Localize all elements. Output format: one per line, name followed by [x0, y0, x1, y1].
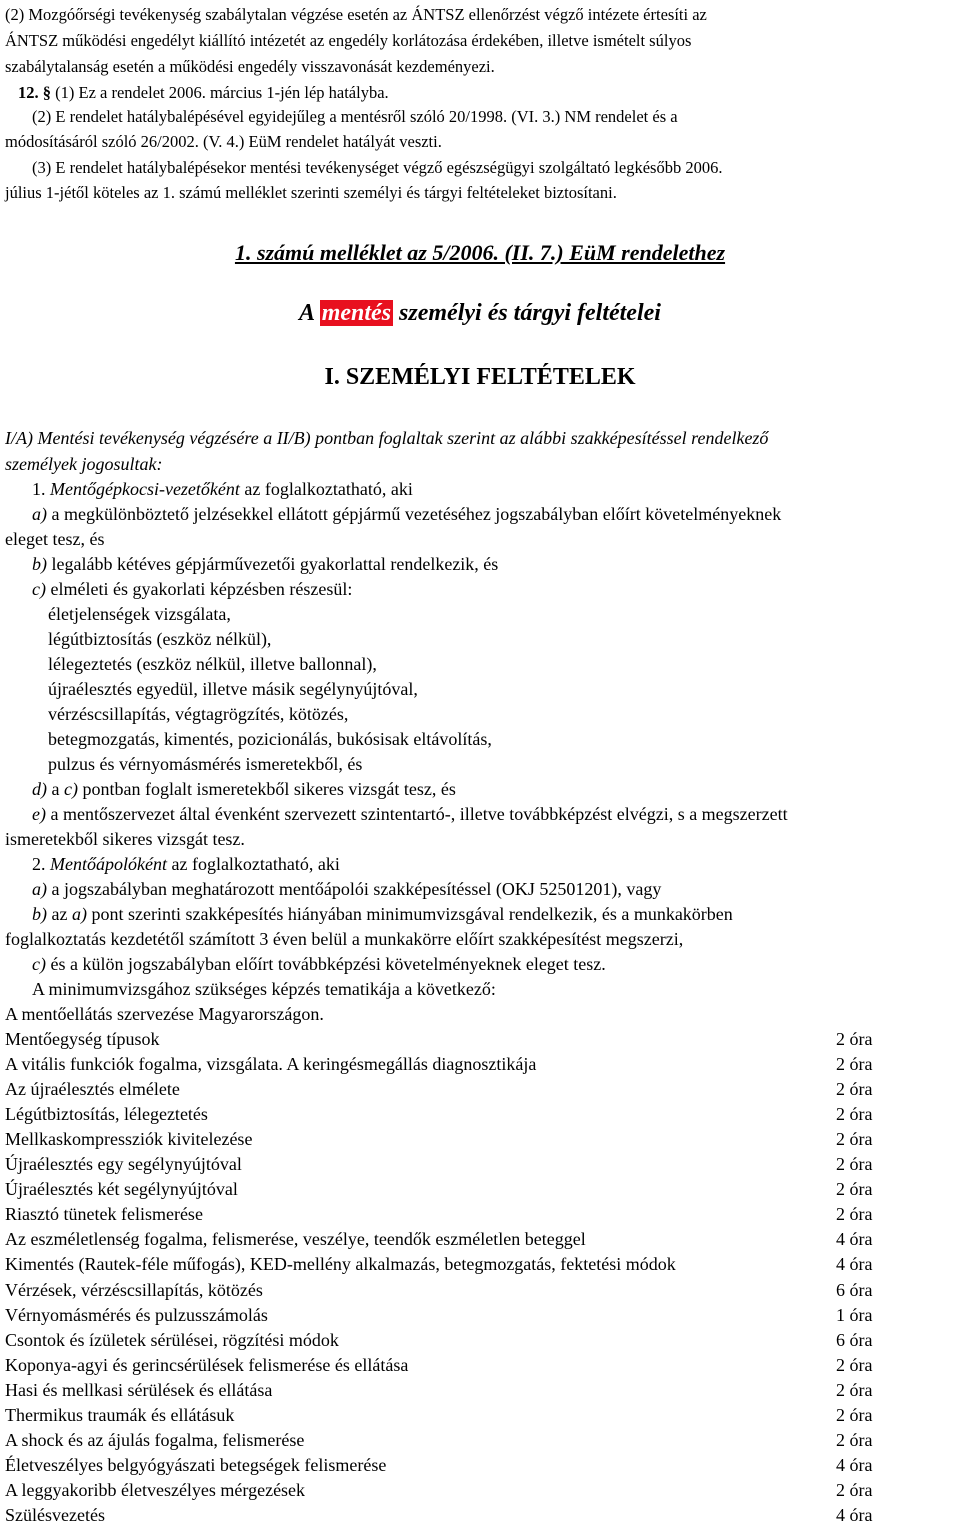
list-item: lélegeztetés (eszköz nélkül, illetve ballonnal),	[48, 654, 377, 674]
curriculum-hours: 6 óra	[836, 1280, 873, 1300]
curriculum-hours: 4 óra	[836, 1229, 873, 1249]
paragraph-line: (2) Mozgóőrségi tevékenység szabálytalan végzése esetén az ÁNTSZ ellenőrzést végző intézete értesíti az	[5, 5, 707, 24]
clause-text: pontban foglalt ismeretekből sikeres vizsgát tesz, és	[82, 779, 456, 799]
section-12-line	[5, 83, 389, 103]
paragraph-line: ÁNTSZ működési engedélyt kiállító intézetét az engedély korlátozása érdekében, illetve ismételt súlyos	[5, 31, 692, 50]
clause-text: és a külön jogszabályban előírt továbbképzési követelményeknek eleget tesz.	[50, 954, 606, 974]
paragraph-line: eleget tesz, és	[5, 529, 105, 549]
clause-text: legalább kétéves gépjárművezetői gyakorlattal rendelkezik, és	[51, 554, 499, 574]
curriculum-topic: Szülésvezetés	[5, 1505, 105, 1525]
curriculum-topic: Légútbiztosítás, lélegeztetés	[5, 1104, 208, 1124]
curriculum-hours: 4 óra	[836, 1505, 873, 1525]
curriculum-hours: 2 óra	[836, 1054, 873, 1074]
section-heading: I. SZEMÉLYI FELTÉTELEK	[324, 364, 636, 390]
list-item: pulzus és vérnyomásmérés ismeretekből, és	[48, 754, 363, 774]
clause-mark: a)	[32, 504, 47, 524]
annex-subtitle	[0, 300, 960, 327]
section-number: 12.	[18, 83, 39, 102]
curriculum-topic: Vérnyomásmérés és pulzusszámolás	[5, 1305, 268, 1325]
role-name: Mentőápolóként	[50, 854, 167, 874]
list-item: légútbiztosítás (eszköz nélkül),	[48, 629, 272, 649]
clause-b	[32, 554, 498, 575]
clause-mark: a)	[32, 879, 47, 899]
curriculum-topic: A leggyakoribb életveszélyes mérgezések	[5, 1480, 306, 1500]
curriculum-hours: 2 óra	[836, 1355, 873, 1375]
curriculum-topic: Thermikus traumák és ellátásuk	[5, 1405, 235, 1425]
item-number: 1.	[32, 479, 46, 499]
highlighted-word: mentés	[321, 300, 392, 326]
curriculum-topic: Csontok és ízületek sérülései, rögzítési módok	[5, 1330, 339, 1350]
section-text: (1) Ez a rendelet 2006. március 1-jén lép hatályba.	[55, 83, 389, 102]
clause-text: a jogszabályban meghatározott mentőápolói szakképesítéssel (OKJ 52501201), vagy	[51, 879, 662, 899]
clause-reference: a)	[71, 904, 87, 924]
clause-c	[32, 579, 352, 600]
list-item: újraélesztés egyedül, illetve másik segélynyújtóval,	[48, 679, 418, 699]
curriculum-topic: Hasi és mellkasi sérülések és ellátása	[5, 1380, 273, 1400]
curriculum-hours: 2 óra	[836, 1380, 873, 1400]
curriculum-hours: 2 óra	[836, 1430, 873, 1450]
clause-text: elméleti és gyakorlati képzésben részesül:	[50, 579, 353, 599]
definition-2	[32, 854, 340, 875]
paragraph-line: módosításáról szóló 26/2002. (V. 4.) EüM rendelet hatályát veszti.	[5, 132, 442, 151]
clause-text: a megkülönböztető jelzésekkel ellátott gépjármű vezetéséhez jogszabályban előírt követelményeknek	[51, 504, 782, 524]
paragraph-line: A minimumvizsgához szükséges képzés tematikája a következő:	[32, 979, 496, 999]
annex-title: 1. számú melléklet az 5/2006. (II. 7.) EüM rendelethez	[234, 240, 726, 265]
clause-mark: b)	[32, 554, 47, 574]
curriculum-topic: Kimentés (Rautek-féle műfogás), KED-mellény alkalmazás, betegmozgatás, fektetési módok	[5, 1254, 676, 1274]
curriculum-topic: Mentőegység típusok	[5, 1029, 160, 1049]
paragraph-line: (3) E rendelet hatálybalépésekor mentési tevékenységet végző egészségügyi szolgáltató legkésőbb 2006.	[32, 158, 723, 177]
role-text: az foglalkoztatható, aki	[171, 854, 340, 874]
clause-d	[32, 779, 456, 800]
clause-mark: c)	[32, 954, 46, 974]
curriculum-hours: 6 óra	[836, 1330, 873, 1350]
curriculum-hours: 2 óra	[836, 1480, 873, 1500]
paragraph-line: ismeretekből sikeres vizsgát tesz.	[5, 829, 245, 849]
clause-text: a	[51, 779, 60, 799]
role-name: Mentőgépkocsi-vezetőként	[50, 479, 240, 499]
clause-mark: b)	[32, 904, 47, 924]
curriculum-hours: 2 óra	[836, 1079, 873, 1099]
clause-mark: d)	[32, 779, 47, 799]
definition-1	[32, 479, 413, 500]
paragraph-line: szabálytalanság esetén a működési engedély visszavonását kezdeményezi.	[5, 57, 495, 76]
curriculum-hours: 1 óra	[836, 1305, 873, 1325]
paragraph-line: foglalkoztatás kezdetétől számított 3 éven belül a munkakörre előírt szakképesítést megszerzi,	[5, 929, 684, 949]
clause-a2	[32, 879, 661, 900]
paragraph-line: személyek jogosultak:	[5, 454, 163, 474]
curriculum-hours: 4 óra	[836, 1254, 873, 1274]
item-number: 2.	[32, 854, 46, 874]
clause-c2	[32, 954, 606, 975]
paragraph-line: július 1-jétől köteles az 1. számú melléklet szerinti személyi és tárgyi feltételeket biztosítani.	[5, 183, 617, 202]
curriculum-topic: A vitális funkciók fogalma, vizsgálata. A keringésmegállás diagnosztikája	[5, 1054, 537, 1074]
clause-text: pont szerinti szakképesítés hiányában minimumvizsgával rendelkezik, és a munkakörben	[91, 904, 733, 924]
paragraph-sign: §	[42, 83, 51, 102]
curriculum-topic: A shock és az ájulás fogalma, felismerése	[5, 1430, 305, 1450]
curriculum-topic: Újraélesztés két segélynyújtóval	[5, 1179, 238, 1199]
clause-e	[32, 804, 788, 825]
curriculum-hours: 2 óra	[836, 1104, 873, 1124]
curriculum-topic: Koponya-agyi és gerincsérülések felismerése és ellátása	[5, 1355, 409, 1375]
curriculum-hours: 2 óra	[836, 1204, 873, 1224]
clause-text: a mentőszervezet által évenként szervezett szintentartó-, illetve továbbképzést elvégzi, s a megszerzett	[50, 804, 788, 824]
clause-reference: c)	[64, 779, 78, 799]
list-item: betegmozgatás, kimentés, pozicionálás, bukósisak eltávolítás,	[48, 729, 492, 749]
curriculum-hours: 2 óra	[836, 1129, 873, 1149]
list-item: életjelenségek vizsgálata,	[48, 604, 231, 624]
curriculum-topic: Az újraélesztés elmélete	[5, 1079, 180, 1099]
curriculum-topic: Mellkaskompressziók kivitelezése	[5, 1129, 253, 1149]
curriculum-hours: 2 óra	[836, 1179, 873, 1199]
clause-b2	[32, 904, 733, 925]
curriculum-topic: Újraélesztés egy segélynyújtóval	[5, 1154, 242, 1174]
role-text: az foglalkoztatható, aki	[244, 479, 413, 499]
curriculum-hours: 2 óra	[836, 1029, 873, 1049]
curriculum-topic: Vérzések, vérzéscsillapítás, kötözés	[5, 1280, 263, 1300]
curriculum-hours: 2 óra	[836, 1405, 873, 1425]
clause-mark: e)	[32, 804, 46, 824]
curriculum-topic: Életveszélyes belgyógyászati betegségek felismerése	[5, 1455, 387, 1475]
subtitle-rest: személyi és tárgyi feltételei	[399, 300, 661, 326]
clause-text: az	[51, 904, 68, 924]
paragraph-line: I/A) Mentési tevékenység végzésére a II/B) pontban foglaltak szerint az alábbi szakképesítéssel rendelkező	[5, 428, 769, 448]
clause-mark: c)	[32, 579, 46, 599]
subtitle-prefix: A	[299, 300, 314, 326]
curriculum-hours: 4 óra	[836, 1455, 873, 1475]
curriculum-topic: A mentőellátás szervezése Magyarországon.	[5, 1004, 324, 1024]
clause-a	[32, 504, 781, 525]
list-item: vérzéscsillapítás, végtagrögzítés, kötözés,	[48, 704, 349, 724]
curriculum-hours: 2 óra	[836, 1154, 873, 1174]
paragraph-line: (2) E rendelet hatálybalépésével egyidejűleg a mentésről szóló 20/1998. (VI. 3.) NM rendelet és a	[32, 107, 678, 126]
curriculum-topic: Az eszméletlenség fogalma, felismerése, veszélye, teendők eszméletlen beteggel	[5, 1229, 586, 1249]
curriculum-topic: Riasztó tünetek felismerése	[5, 1204, 203, 1224]
